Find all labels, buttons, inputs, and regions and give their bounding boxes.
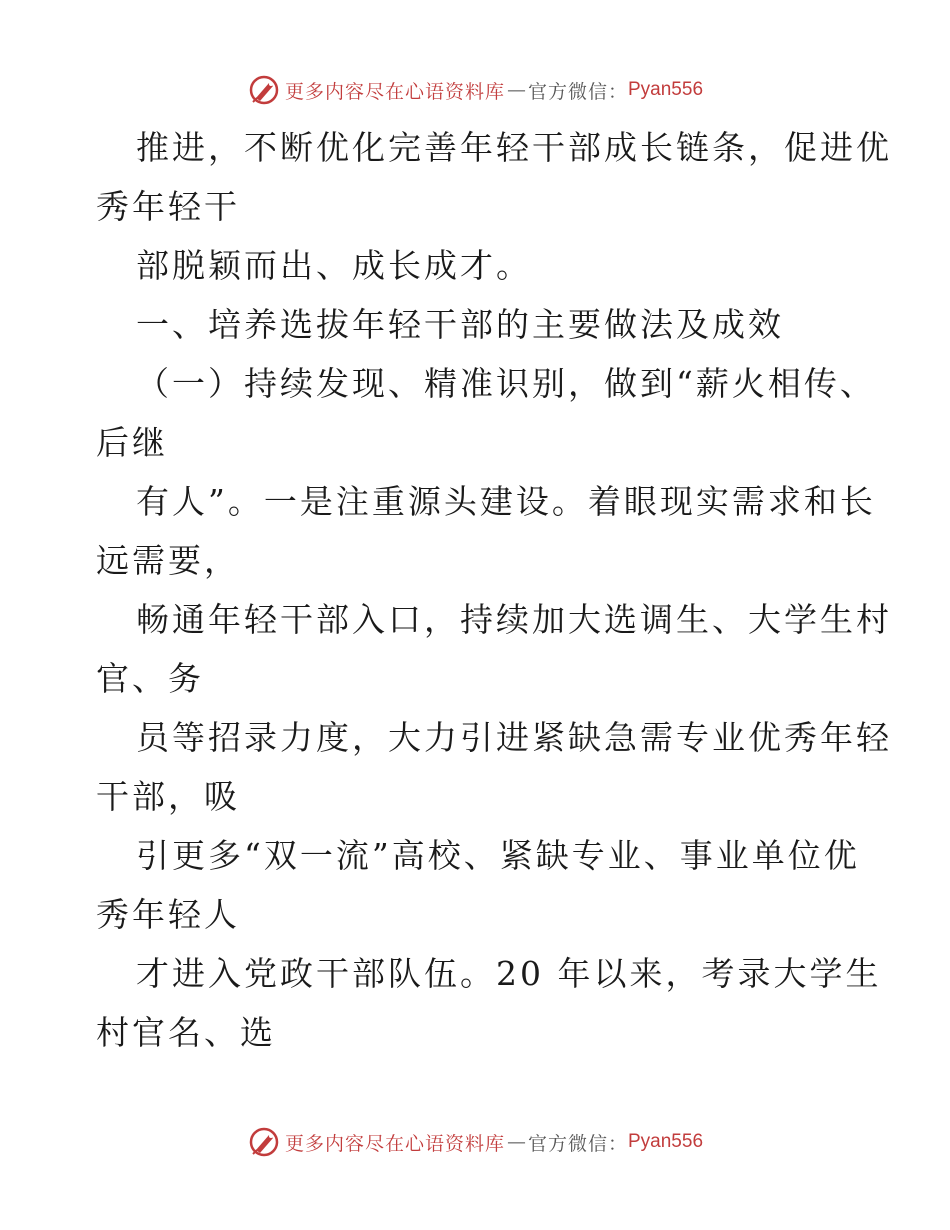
- footer-banner: [0, 1122, 950, 1162]
- subsection-heading: （一）持续发现、精准识别，做到“薪火相传、: [136, 364, 876, 403]
- text-line: 后继: [96, 423, 168, 462]
- text-line: 官、务: [96, 659, 204, 698]
- section-heading: 一、培养选拔年轻干部的主要做法及成效: [136, 305, 784, 344]
- text-line: 秀年轻人: [96, 895, 240, 934]
- banner-wechat-id: Pyan556: [628, 1131, 704, 1152]
- banner-wechat-label: 官方微信：: [527, 80, 628, 103]
- text-line: 村官名、选: [96, 1013, 276, 1052]
- text-line: 秀年轻干: [96, 187, 240, 226]
- text-line: 远需要，: [96, 541, 240, 580]
- pen-logo-icon: [247, 73, 281, 107]
- text-line: 部脱颖而出、成长成才。: [136, 246, 532, 285]
- text-line: 员等招录力度，大力引进紧缺急需专业优秀年轻: [136, 718, 892, 757]
- text-line: 推进，不断优化完善年轻干部成长链条，促进优: [136, 128, 892, 167]
- text-line: 才进入党政干部队伍。20 年以来，考录大学生: [136, 954, 882, 993]
- text-line: 有人”。一是注重源头建设。着眼现实需求和长: [136, 482, 876, 521]
- text-line: 畅通年轻干部入口，持续加大选调生、大学生村: [136, 600, 892, 639]
- banner-wechat-id: Pyan556: [628, 79, 704, 100]
- text-line: 干部，吸: [96, 777, 240, 816]
- banner-text: 更多内容尽在心语资料库: [284, 80, 505, 103]
- banner-text: 更多内容尽在心语资料库: [284, 1132, 505, 1155]
- header-banner: [0, 70, 950, 110]
- pen-logo-icon: [247, 1125, 281, 1159]
- banner-wechat-label: 官方微信：: [527, 1132, 628, 1155]
- text-line: 引更多“双一流”高校、紧缺专业、事业单位优: [136, 836, 860, 875]
- document-body: [96, 118, 892, 1062]
- banner-separator: —: [506, 1131, 526, 1153]
- banner-separator: —: [506, 79, 526, 101]
